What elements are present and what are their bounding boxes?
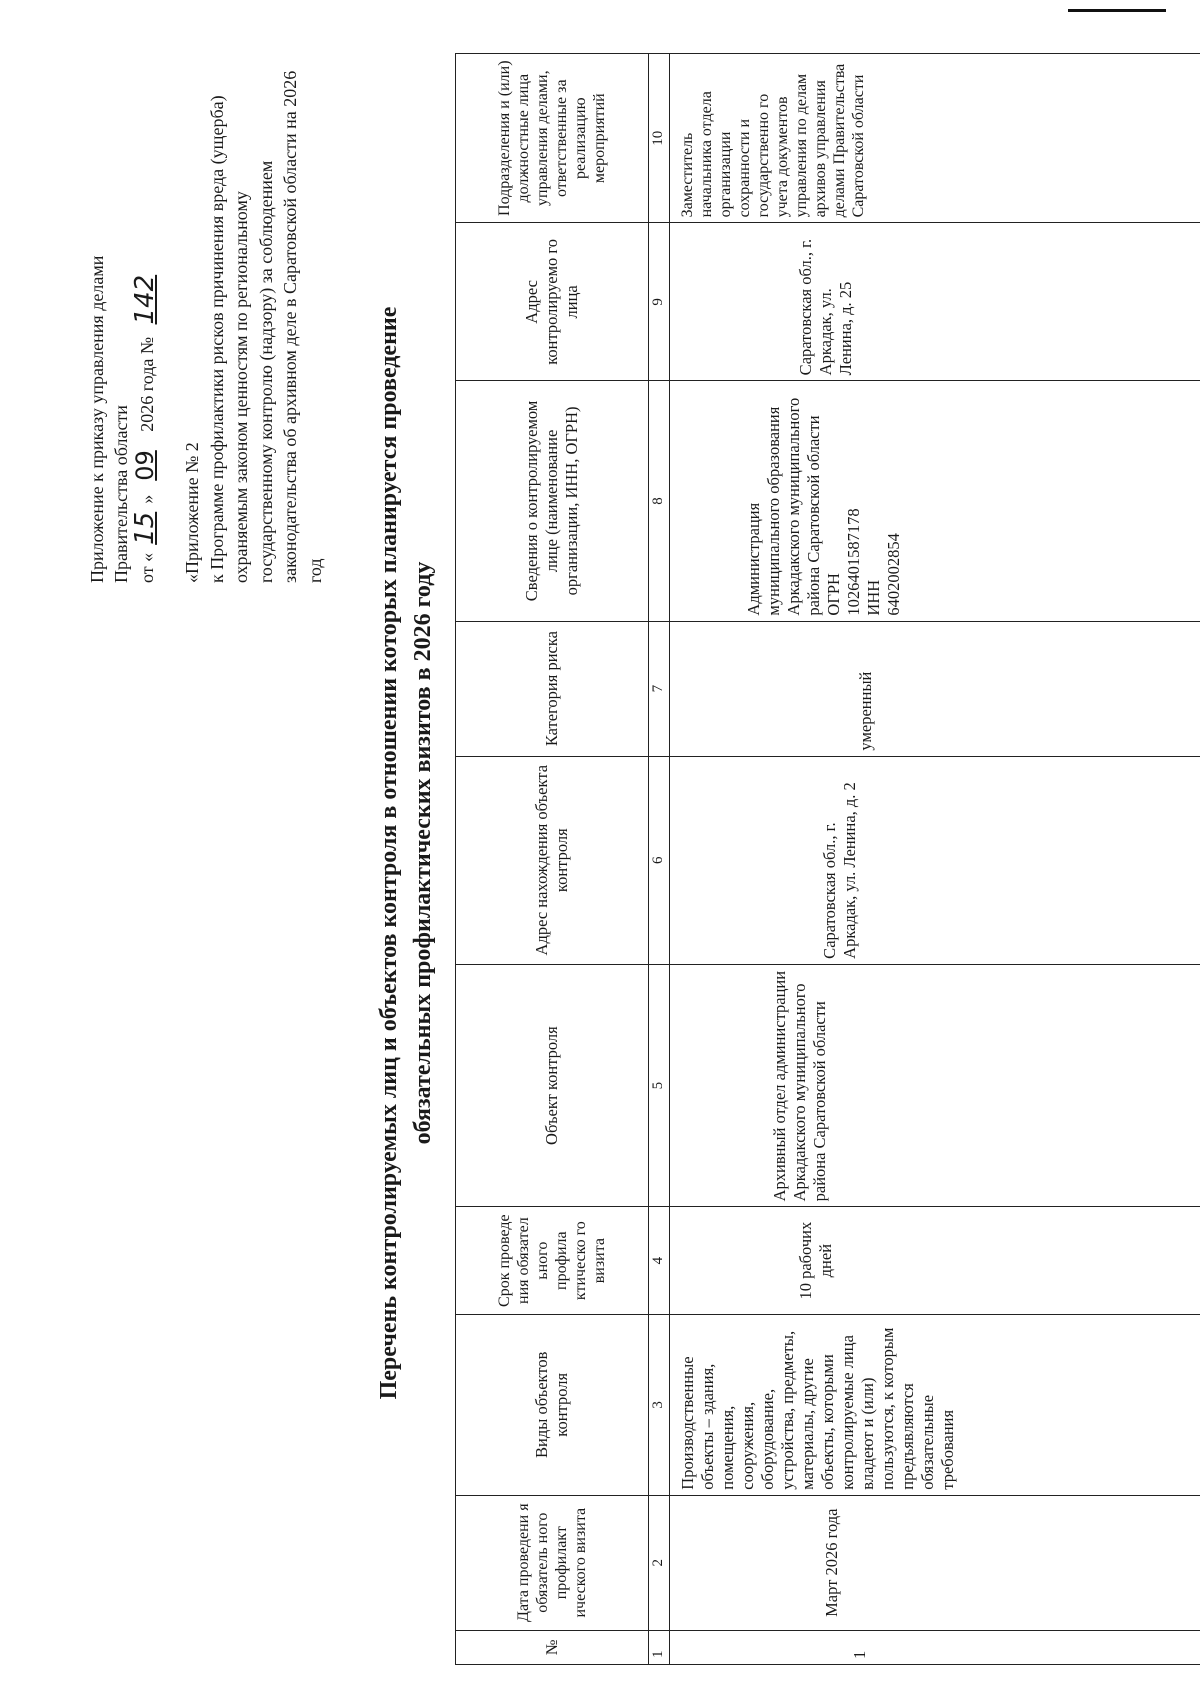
col-number-10: 10 — [649, 54, 670, 223]
person-name: Администрация муниципального образования Аркадакского муниципального района Саратовской области — [744, 397, 823, 616]
appendix-line-1 — [85, 63, 109, 583]
appendix-date-line — [130, 63, 160, 583]
title-line-2: обязательных профилактических визитов в 2026 году — [410, 561, 436, 1145]
ogrn-label: ОГРН — [824, 573, 843, 616]
row-person-address: Саратовская обл., г. Аркадак, ул. Ленина, д. 25 — [670, 223, 1200, 381]
table-row — [670, 54, 1200, 1665]
appendix-line-1-text: Приложение к приказу управления делами — [87, 255, 107, 583]
column-number-row — [649, 54, 670, 1665]
col-number-5: 5 — [649, 964, 670, 1207]
col-number-6: 6 — [649, 756, 670, 964]
row-number: 1 — [670, 1630, 1200, 1664]
col-number-9: 9 — [649, 223, 670, 381]
header-kinds: Виды объектов контроля — [456, 1314, 649, 1495]
header-term: Срок проведе ния обязател ьного профила ктическо го визита — [456, 1207, 649, 1315]
row-responsible: Заместитель начальника отдела организации сохранности и государственно го учета документов управления по делам архивов управления делами Правительства Саратовской области — [670, 54, 1200, 223]
header-number: № — [456, 1630, 649, 1664]
col-number-1: 1 — [649, 1630, 670, 1664]
header-object-address: Адрес нахождения объекта контроля — [456, 756, 649, 964]
col-number-7: 7 — [649, 621, 670, 756]
ogrn-value: 1026401587178 — [844, 508, 863, 616]
row-term: 10 рабочих дней — [670, 1207, 1200, 1315]
order-number: 142 — [130, 274, 160, 325]
title-line-1: Перечень контролируемых лиц и объектов контроля в отношении которых планируется проведение — [376, 306, 402, 1400]
row-kinds: Производственные объекты – здания, помещения, сооружения, оборудование, устройства, предметы, материалы, другие объекты, которыми контролируемые лица владеют и (или) пользуются, к которым предъявляются обязательные требования — [670, 1314, 1200, 1495]
header-person-address: Адрес контролируемо го лица — [456, 223, 649, 381]
date-prefix: от « — [137, 552, 157, 583]
row-risk: умеренный — [670, 621, 1200, 756]
date-mid: » — [137, 494, 157, 504]
header-object: Объект контроля — [456, 964, 649, 1207]
document-title — [372, 53, 440, 1653]
col-number-3: 3 — [649, 1314, 670, 1495]
row-object-address: Саратовская обл., г. Аркадак, ул. Ленина, д. 2 — [670, 756, 1200, 964]
col-number-2: 2 — [649, 1495, 670, 1630]
inn-value: 6402002854 — [884, 533, 903, 616]
col-number-4: 4 — [649, 1207, 670, 1315]
attachment-label: «Приложение № 2 — [182, 442, 202, 583]
appendix-line-2: Правительства области — [111, 405, 131, 583]
date-month: 09 — [131, 450, 159, 481]
row-date: Март 2026 года — [670, 1495, 1200, 1630]
col-number-8: 8 — [649, 381, 670, 621]
attachment-note — [180, 53, 327, 583]
date-year-text: 2026 года № — [137, 336, 157, 432]
header-date: Дата проведени я обязатель ного профилакт ического визита — [456, 1495, 649, 1630]
inn-label: ИНН — [864, 579, 883, 616]
row-object: Архивный отдел администрации Аркадакского муниципального района Саратовской области — [670, 964, 1200, 1207]
row-person — [670, 381, 1200, 621]
attachment-text: к Программе профилактики рисков причинения вреда (ущерба) охраняемым законом ценностям по региональному государственному контролю (надзору) за соблюдением законодательства об архивном деле в Саратовской области на 2026 год — [206, 70, 325, 583]
header-responsible: Подразделения и (или) должностные лица управления делами, ответственные за реализацию мероприятий — [456, 54, 649, 223]
header-risk: Категория риска — [456, 621, 649, 756]
appendix-header — [85, 63, 159, 583]
inspection-table — [455, 53, 1200, 1665]
date-day: 15 — [130, 511, 160, 545]
header-row — [456, 54, 649, 1665]
header-person: Сведения о контролируемом лице (наименование организации, ИНН, ОГРН) — [456, 381, 649, 621]
